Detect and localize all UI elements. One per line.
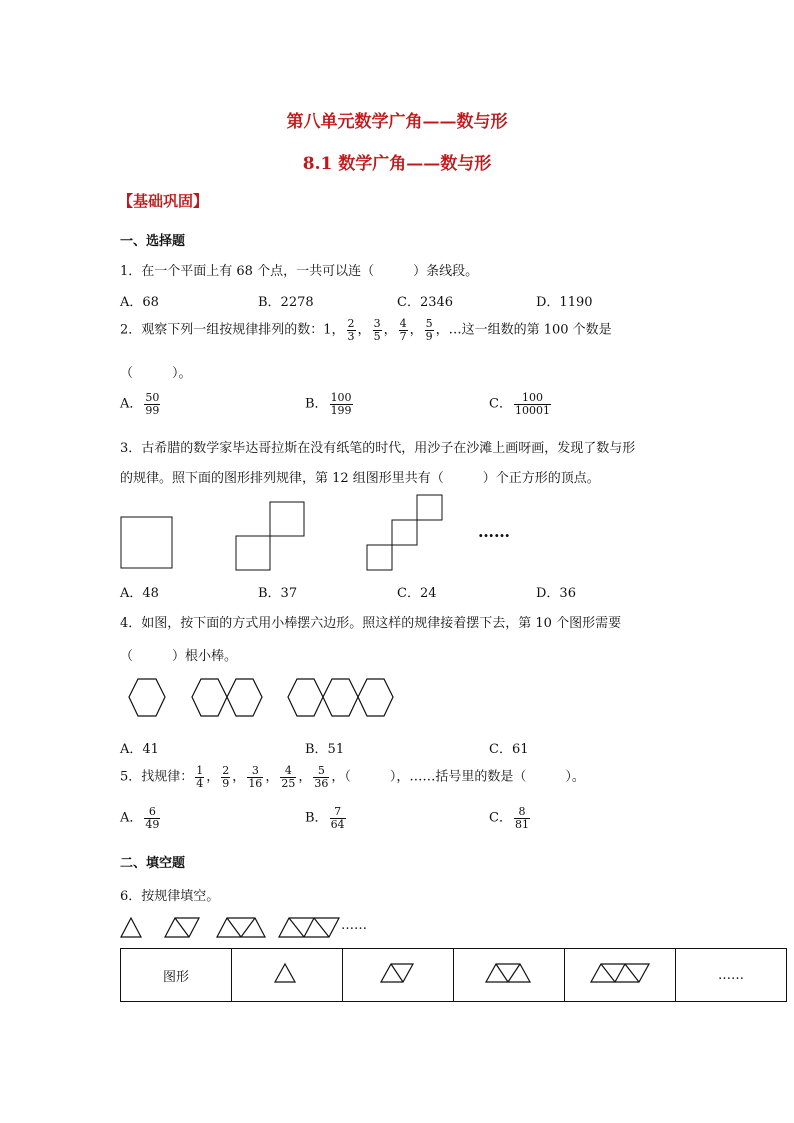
q1-option-b: B．2278: [258, 295, 314, 310]
q5-frac-5: $\frac{5}{36}$: [314, 764, 329, 790]
q5-frac-1: $\frac{1}{4}$: [196, 764, 204, 790]
q2-frac-3: $\frac{4}{7}$: [399, 317, 407, 343]
q2-frac-2: $\frac{3}{5}$: [373, 317, 381, 343]
table-row: [121, 949, 787, 1002]
q3-dots: ……: [478, 522, 510, 541]
q5-frac-4: $\frac{4}{25}$: [281, 764, 296, 790]
question-4-line2: （ ）根小棒。: [120, 649, 238, 664]
q3-option-b: B．37: [258, 586, 298, 601]
q2-frac-4: $\frac{5}{9}$: [425, 317, 433, 343]
table-dots-cell: ……: [676, 949, 787, 1002]
q1-option-a: A．68: [120, 295, 159, 310]
question-4-line1: 4．如图，按下面的方式用小棒摆六边形。照这样的规律接着摆下去，第 10 个图形需要: [120, 616, 622, 631]
q3-option-a: A．48: [120, 586, 159, 601]
question-2-text: 2．观察下列一组按规律排列的数：1， $\frac{2}{3}$ ， $\frac{3}{5}$ ， $\frac{4}{7}$ ， $\frac{5}{9}$ ，…这一组数的第 100 个数是: [120, 317, 612, 343]
q4-option-b: B．51: [305, 742, 345, 757]
table-cell-2: [343, 949, 454, 1002]
q1-option-d: D．1190: [536, 295, 593, 310]
fill-table: [120, 948, 787, 1002]
page-title: 第八单元数学广角——数与形: [286, 112, 508, 132]
question-3-line1: 3．古希腊的数学家毕达哥拉斯在没有纸笔的时代，用沙子在沙滩上画呀画，发现了数与形: [120, 441, 636, 456]
q5-option-b: B． $\frac{7}{64}$: [305, 805, 345, 831]
q2-option-b: B． $\frac{100}{199}$: [305, 391, 352, 417]
q2-prefix: 2．观察下列一组按规律排列的数：1，: [120, 322, 345, 338]
q3-option-c: C．24: [397, 586, 437, 601]
q2-frac-1: $\frac{2}{3}$: [347, 317, 355, 343]
q3-option-d: D．36: [536, 586, 576, 601]
q6-dots: ……: [341, 918, 367, 933]
question-5-text: 5．找规律： $\frac{1}{4}$ ， $\frac{2}{9}$ ， $\frac{3}{16}$ ， $\frac{4}{25}$ ， $\frac{5}{36}$ ，（ ），……括号里的数是（ ）。: [120, 764, 585, 790]
part-heading-choice: 一、选择题: [120, 234, 186, 249]
table-cell-1: [232, 949, 343, 1002]
question-3-line2: 的规律。照下面的图形排列规律，第 12 组图形里共有（ ）个正方形的顶点。: [120, 471, 600, 486]
table-cell-3: [454, 949, 565, 1002]
q4-option-c: C．61: [489, 742, 529, 757]
page-subtitle: 8.1 数学广角——数与形: [302, 154, 492, 174]
q5-option-a: A． $\frac{6}{49}$: [120, 805, 160, 831]
question-1-text: 1．在一个平面上有 68 个点，一共可以连（ ）条线段。: [120, 264, 479, 279]
q5-option-c: C． $\frac{8}{81}$: [489, 805, 529, 831]
table-cell-4: [565, 949, 676, 1002]
tri-seq-1: [121, 918, 141, 937]
q5-frac-3: $\frac{3}{16}$: [248, 764, 263, 790]
section-label: 【基础巩固】: [118, 192, 209, 210]
q1-option-c: C．2346: [397, 295, 454, 310]
q2-suffix: ，…这一组数的第 100 个数是: [435, 322, 612, 338]
q2-option-c: C． $\frac{100}{10001}$: [489, 391, 550, 417]
q2-option-a: A． $\frac{50}{99}$: [120, 391, 160, 417]
part-heading-fill: 二、填空题: [120, 856, 186, 871]
question-6-text: 6．按规律填空。: [120, 889, 220, 904]
q4-option-a: A．41: [120, 742, 159, 757]
tri-seq-3: [217, 918, 265, 937]
question-2-line2: （ ）。: [120, 366, 192, 381]
table-label-cell: 图形: [121, 949, 232, 1002]
q5-frac-2: $\frac{2}{9}$: [222, 764, 230, 790]
